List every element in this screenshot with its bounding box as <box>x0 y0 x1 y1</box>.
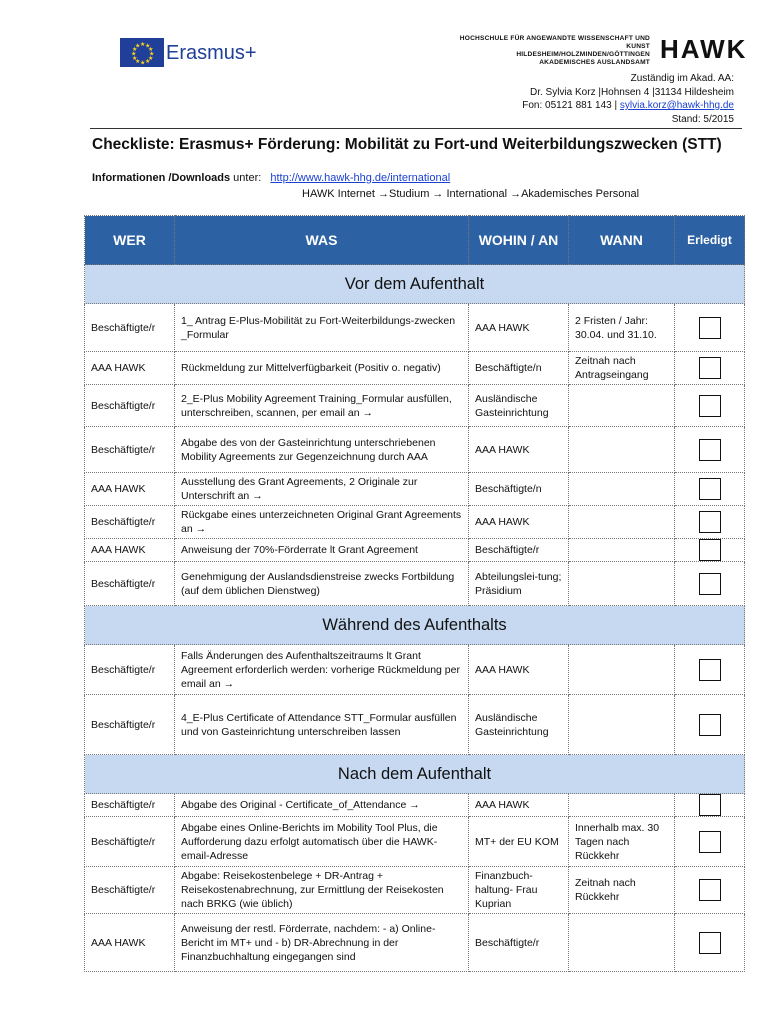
cell-was: Falls Änderungen des Aufenthaltszeitraums lt Grant Agreement erforderlich werden: vorherige Rückmeldung per email an → <box>175 645 469 695</box>
erasmus-logo: Erasmus+ <box>166 42 257 64</box>
col-header-wann: WANN <box>569 216 675 265</box>
cell-wohin: AAA HAWK <box>469 506 569 539</box>
cell-wer: Beschäftigte/r <box>85 304 175 352</box>
table-row <box>85 562 745 606</box>
cell-erledigt <box>675 794 745 817</box>
cell-wohin: Ausländische Gasteinrichtung <box>469 695 569 755</box>
cell-wer: Beschäftigte/r <box>85 695 175 755</box>
cell-erledigt <box>675 645 745 695</box>
info-line <box>92 172 450 184</box>
hawk-line-3: AKADEMISCHES AUSLANDSAMT <box>539 59 650 66</box>
cell-erledigt <box>675 304 745 352</box>
erledigt-checkbox[interactable] <box>699 714 721 736</box>
table-row <box>85 385 745 427</box>
cell-wohin: Finanzbuch-haltung- Frau Kuprian <box>469 867 569 914</box>
cell-wann <box>569 794 675 817</box>
table-row <box>85 539 745 562</box>
contact-stand: Stand: 5/2015 <box>671 113 734 125</box>
cell-wann <box>569 427 675 473</box>
hawk-line-1: HOCHSCHULE FÜR ANGEWANDTE WISSENSCHAFT UND KUNST <box>459 35 650 50</box>
cell-wann <box>569 914 675 972</box>
cell-wer: Beschäftigte/r <box>85 385 175 427</box>
cell-erledigt <box>675 473 745 506</box>
table-row <box>85 794 745 817</box>
svg-text:★: ★ <box>148 55 154 62</box>
col-header-wer: WER <box>85 216 175 265</box>
erledigt-checkbox[interactable] <box>699 317 721 339</box>
col-header-wohin: WOHIN / AN <box>469 216 569 265</box>
cell-erledigt <box>675 562 745 606</box>
erledigt-checkbox[interactable] <box>699 478 721 500</box>
cell-wohin: Abteilungslei-tung; Präsidium <box>469 562 569 606</box>
erledigt-checkbox[interactable] <box>699 659 721 681</box>
cell-was: Abgabe des Original - Certificate_of_Attendance → <box>175 794 469 817</box>
cell-wann <box>569 539 675 562</box>
cell-wohin: MT+ der EU KOM <box>469 817 569 867</box>
cell-erledigt <box>675 914 745 972</box>
cell-wer: AAA HAWK <box>85 473 175 506</box>
cell-wer: Beschäftigte/r <box>85 794 175 817</box>
erledigt-checkbox[interactable] <box>699 794 721 816</box>
cell-wohin: Beschäftigte/n <box>469 473 569 506</box>
svg-text:★: ★ <box>132 55 138 62</box>
section-title: Während des Aufenthalts <box>85 606 745 645</box>
erledigt-checkbox[interactable] <box>699 539 721 561</box>
cell-was: Genehmigung der Auslandsdienstreise zwecks Fortbildung (auf dem üblichen Dienstweg) <box>175 562 469 606</box>
cell-erledigt <box>675 817 745 867</box>
cell-wann <box>569 695 675 755</box>
cell-wer: Beschäftigte/r <box>85 645 175 695</box>
cell-was: 2_E-Plus Mobility Agreement Training_Formular ausfüllen, unterschreiben, scannen, per email an → <box>175 385 469 427</box>
hawk-line-2: HILDESHEIM/HOLZMINDEN/GÖTTINGEN <box>516 51 650 58</box>
info-url-link[interactable]: http://www.hawk-hhg.de/international <box>270 172 451 184</box>
cell-was: Abgabe eines Online-Berichts im Mobility Tool Plus, die Aufforderung dazu erfolgt automatisch über die HAWK-email-Adresse <box>175 817 469 867</box>
cell-wohin: AAA HAWK <box>469 794 569 817</box>
cell-wohin: Ausländische Gasteinrichtung <box>469 385 569 427</box>
svg-text:★: ★ <box>145 58 151 65</box>
cell-was: Abgabe: Reisekostenbelege + DR-Antrag + Reisekostenabrechnung, zur Ermittlung der Reisekosten nach BRKG (wie üblich) <box>175 867 469 914</box>
table-row <box>85 304 745 352</box>
cell-erledigt <box>675 427 745 473</box>
section-title: Nach dem Aufenthalt <box>85 755 745 794</box>
cell-was: Ausstellung des Grant Agreements, 2 Originale zur Unterschrift an → <box>175 473 469 506</box>
table-row <box>85 914 745 972</box>
table-row <box>85 473 745 506</box>
info-path: HAWK Internet →Studium → International →Akademisches Personal <box>302 188 640 200</box>
cell-wann <box>569 385 675 427</box>
erledigt-checkbox[interactable] <box>699 357 721 379</box>
cell-erledigt <box>675 695 745 755</box>
erledigt-checkbox[interactable] <box>699 573 721 595</box>
hawk-institution-text <box>438 35 650 67</box>
section-header-row <box>85 265 745 304</box>
svg-text:★: ★ <box>140 41 146 48</box>
cell-was: Anweisung der restl. Förderrate, nachdem: - a) Online-Bericht im MT+ und - b) DR-Abrechnung in der Finanzbuchhaltung eingegangen sind <box>175 914 469 972</box>
cell-erledigt <box>675 352 745 385</box>
cell-wohin: AAA HAWK <box>469 304 569 352</box>
cell-wer: Beschäftigte/r <box>85 506 175 539</box>
contact-phone: Fon: 05121 881 143 | <box>522 100 618 111</box>
eu-flag-icon <box>120 38 164 67</box>
table-row <box>85 817 745 867</box>
col-header-erledigt: Erledigt <box>675 216 745 265</box>
table-row <box>85 427 745 473</box>
cell-wohin: Beschäftigte/r <box>469 539 569 562</box>
erledigt-checkbox[interactable] <box>699 932 721 954</box>
cell-wann: Zeitnah nach Antragseingang <box>569 352 675 385</box>
cell-wann <box>569 645 675 695</box>
cell-erledigt <box>675 385 745 427</box>
cell-wohin: Beschäftigte/r <box>469 914 569 972</box>
cell-wann: Zeitnah nach Rückkehr <box>569 867 675 914</box>
hawk-logo: HAWK <box>660 34 748 64</box>
info-label: Informationen /Downloads <box>92 172 231 184</box>
cell-wer: Beschäftigte/r <box>85 427 175 473</box>
cell-wohin: Beschäftigte/n <box>469 352 569 385</box>
svg-text:★: ★ <box>149 50 155 58</box>
contact-line-1: Zuständig im Akad. AA: <box>630 73 734 84</box>
contact-phone-line <box>522 99 734 113</box>
svg-text:★: ★ <box>135 42 141 50</box>
erledigt-checkbox[interactable] <box>699 831 721 853</box>
section-header-row <box>85 606 745 645</box>
cell-erledigt <box>675 867 745 914</box>
erledigt-checkbox[interactable] <box>699 439 721 461</box>
cell-wann <box>569 506 675 539</box>
svg-text:★: ★ <box>132 46 138 53</box>
cell-wer: AAA HAWK <box>85 352 175 385</box>
cell-wer: AAA HAWK <box>85 914 175 972</box>
divider <box>90 128 742 129</box>
cell-wann <box>569 562 675 606</box>
table-row <box>85 867 745 914</box>
svg-text:★: ★ <box>145 42 151 50</box>
cell-erledigt <box>675 539 745 562</box>
erledigt-checkbox[interactable] <box>699 395 721 417</box>
cell-wann: 2 Fristen / Jahr: 30.04. und 31.10. <box>569 304 675 352</box>
cell-wann: Innerhalb max. 30 Tagen nach Rückkehr <box>569 817 675 867</box>
cell-wohin: AAA HAWK <box>469 427 569 473</box>
col-header-was: WAS <box>175 216 469 265</box>
page-title: Checkliste: Erasmus+ Förderung: Mobilität zu Fort-und Weiterbildungszwecken (STT) <box>92 136 722 153</box>
cell-erledigt <box>675 506 745 539</box>
table-row <box>85 352 745 385</box>
cell-was: Abgabe des von der Gasteinrichtung unterschriebenen Mobility Agreements zur Gegenzeichnung durch AAA <box>175 427 469 473</box>
section-title: Vor dem Aufenthalt <box>85 265 745 304</box>
cell-was: Rückmeldung zur Mittelverfügbarkeit (Positiv o. negativ) <box>175 352 469 385</box>
table-row <box>85 645 745 695</box>
svg-text:★: ★ <box>148 46 154 53</box>
cell-was: Rückgabe eines unterzeichneten Original Grant Agreements an → <box>175 506 469 539</box>
erledigt-checkbox[interactable] <box>699 879 721 901</box>
info-unter: unter: <box>230 172 262 184</box>
cell-wohin: AAA HAWK <box>469 645 569 695</box>
svg-text:★: ★ <box>140 59 146 67</box>
section-header-row <box>85 755 745 794</box>
checklist-table <box>84 215 745 972</box>
cell-wer: Beschäftigte/r <box>85 817 175 867</box>
table-row <box>85 695 745 755</box>
svg-text:★: ★ <box>131 50 137 58</box>
cell-was: 1_ Antrag E-Plus-Mobilität zu Fort-Weiterbildungs-zwecken _Formular <box>175 304 469 352</box>
table-row <box>85 506 745 539</box>
erledigt-checkbox[interactable] <box>699 511 721 533</box>
cell-wer: Beschäftigte/r <box>85 867 175 914</box>
cell-wer: AAA HAWK <box>85 539 175 562</box>
contact-line-2: Dr. Sylvia Korz |Hohnsen 4 |31134 Hildesheim <box>530 86 734 98</box>
cell-wer: Beschäftigte/r <box>85 562 175 606</box>
cell-was: 4_E-Plus Certificate of Attendance STT_Formular ausfüllen und von Gasteinrichtung unterschreiben lassen <box>175 695 469 755</box>
contact-email-link[interactable]: sylvia.korz@hawk-hhg.de <box>619 100 734 111</box>
svg-text:★: ★ <box>135 58 141 65</box>
contact-block <box>522 72 734 126</box>
table-header-row <box>85 216 745 265</box>
cell-was: Anweisung der 70%-Förderrate lt Grant Agreement <box>175 539 469 562</box>
cell-wann <box>569 473 675 506</box>
